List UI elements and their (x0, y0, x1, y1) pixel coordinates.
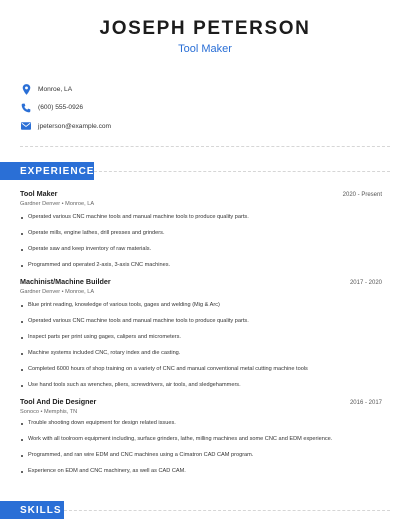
job-bullet: Programmed and operated 2-axis, 3-axis CNC machines. (20, 262, 382, 269)
section-divider (94, 171, 390, 172)
section-divider (64, 510, 390, 511)
job-title: Tool Maker (20, 189, 58, 198)
contact-phone (20, 99, 390, 117)
email-icon (20, 120, 32, 132)
job-title: Tool And Die Designer (20, 397, 97, 406)
job-bullet: Programmed, and ran wire EDM and CNC machines using a Cimatron CAD CAM program. (20, 452, 382, 459)
job-dates: 2020 - Present (342, 192, 382, 198)
job-entry (20, 397, 382, 475)
job-title: Machinist/Machine Builder (20, 277, 111, 286)
job-bullet: Inspect parts per print using gages, calipers and micrometers. (20, 334, 382, 341)
contact-location-text: Monroe, LA (38, 85, 73, 93)
job-bullet: Experience on EDM and CNC machinery, as well as CAD CAM. (20, 468, 382, 475)
job-dates: 2016 - 2017 (349, 400, 382, 406)
job-bullet: Blue print reading, knowledge of various tools, gages and welding (Mig & Arc) (20, 302, 382, 309)
job-employer: Gardner Denver • Monroe, LA (20, 289, 95, 295)
job-bullet: Trouble shooting down equipment for design related issues. (20, 420, 382, 427)
experience-section (20, 189, 382, 475)
contact-email (20, 117, 390, 135)
job-employer: Gardner Denver • Monroe, LA (20, 201, 95, 207)
candidate-name: JOSEPH PETERSON (99, 18, 311, 39)
job-bullet: Operated various CNC machine tools and manual machine tools to produce quality parts. (20, 214, 382, 221)
section-divider (20, 146, 390, 147)
resume-header (0, 0, 410, 55)
phone-icon (20, 102, 32, 114)
candidate-title: Tool Maker (178, 43, 232, 55)
job-dates: 2017 - 2020 (349, 280, 382, 286)
contact-location (20, 80, 390, 98)
job-bullet: Machine systems included CNC, rotary index and die casting. (20, 350, 382, 357)
job-employer: Sonoco • Memphis, TN (20, 409, 78, 415)
contact-email-text: jpeterson@example.com (38, 122, 112, 130)
job-bullet: Use hand tools such as wrenches, pliers, screwdrivers, air tools, and sledgehammers. (20, 382, 382, 389)
job-bullet: Operate mills, engine lathes, drill presses and grinders. (20, 230, 382, 237)
skills-heading: SKILLS (0, 501, 64, 519)
job-entry (20, 189, 382, 269)
contact-phone-text: (600) 555-0926 (38, 104, 84, 111)
contact-list (20, 80, 390, 135)
job-bullet: Work with all toolroom equipment including, surface grinders, lathe, milling machines and some CNC and EDM experience. (20, 436, 382, 443)
experience-heading: EXPERIENCE (0, 162, 94, 180)
job-bullet: Operate saw and keep inventory of raw materials. (20, 246, 382, 253)
location-pin-icon (20, 83, 32, 95)
job-bullet: Completed 6000 hours of shop training on a variety of CNC and manual conventional metal cutting machine tools (20, 366, 382, 373)
job-entry (20, 277, 382, 389)
job-bullet: Operated various CNC machine tools and manual machine tools to produce quality parts. (20, 318, 382, 325)
